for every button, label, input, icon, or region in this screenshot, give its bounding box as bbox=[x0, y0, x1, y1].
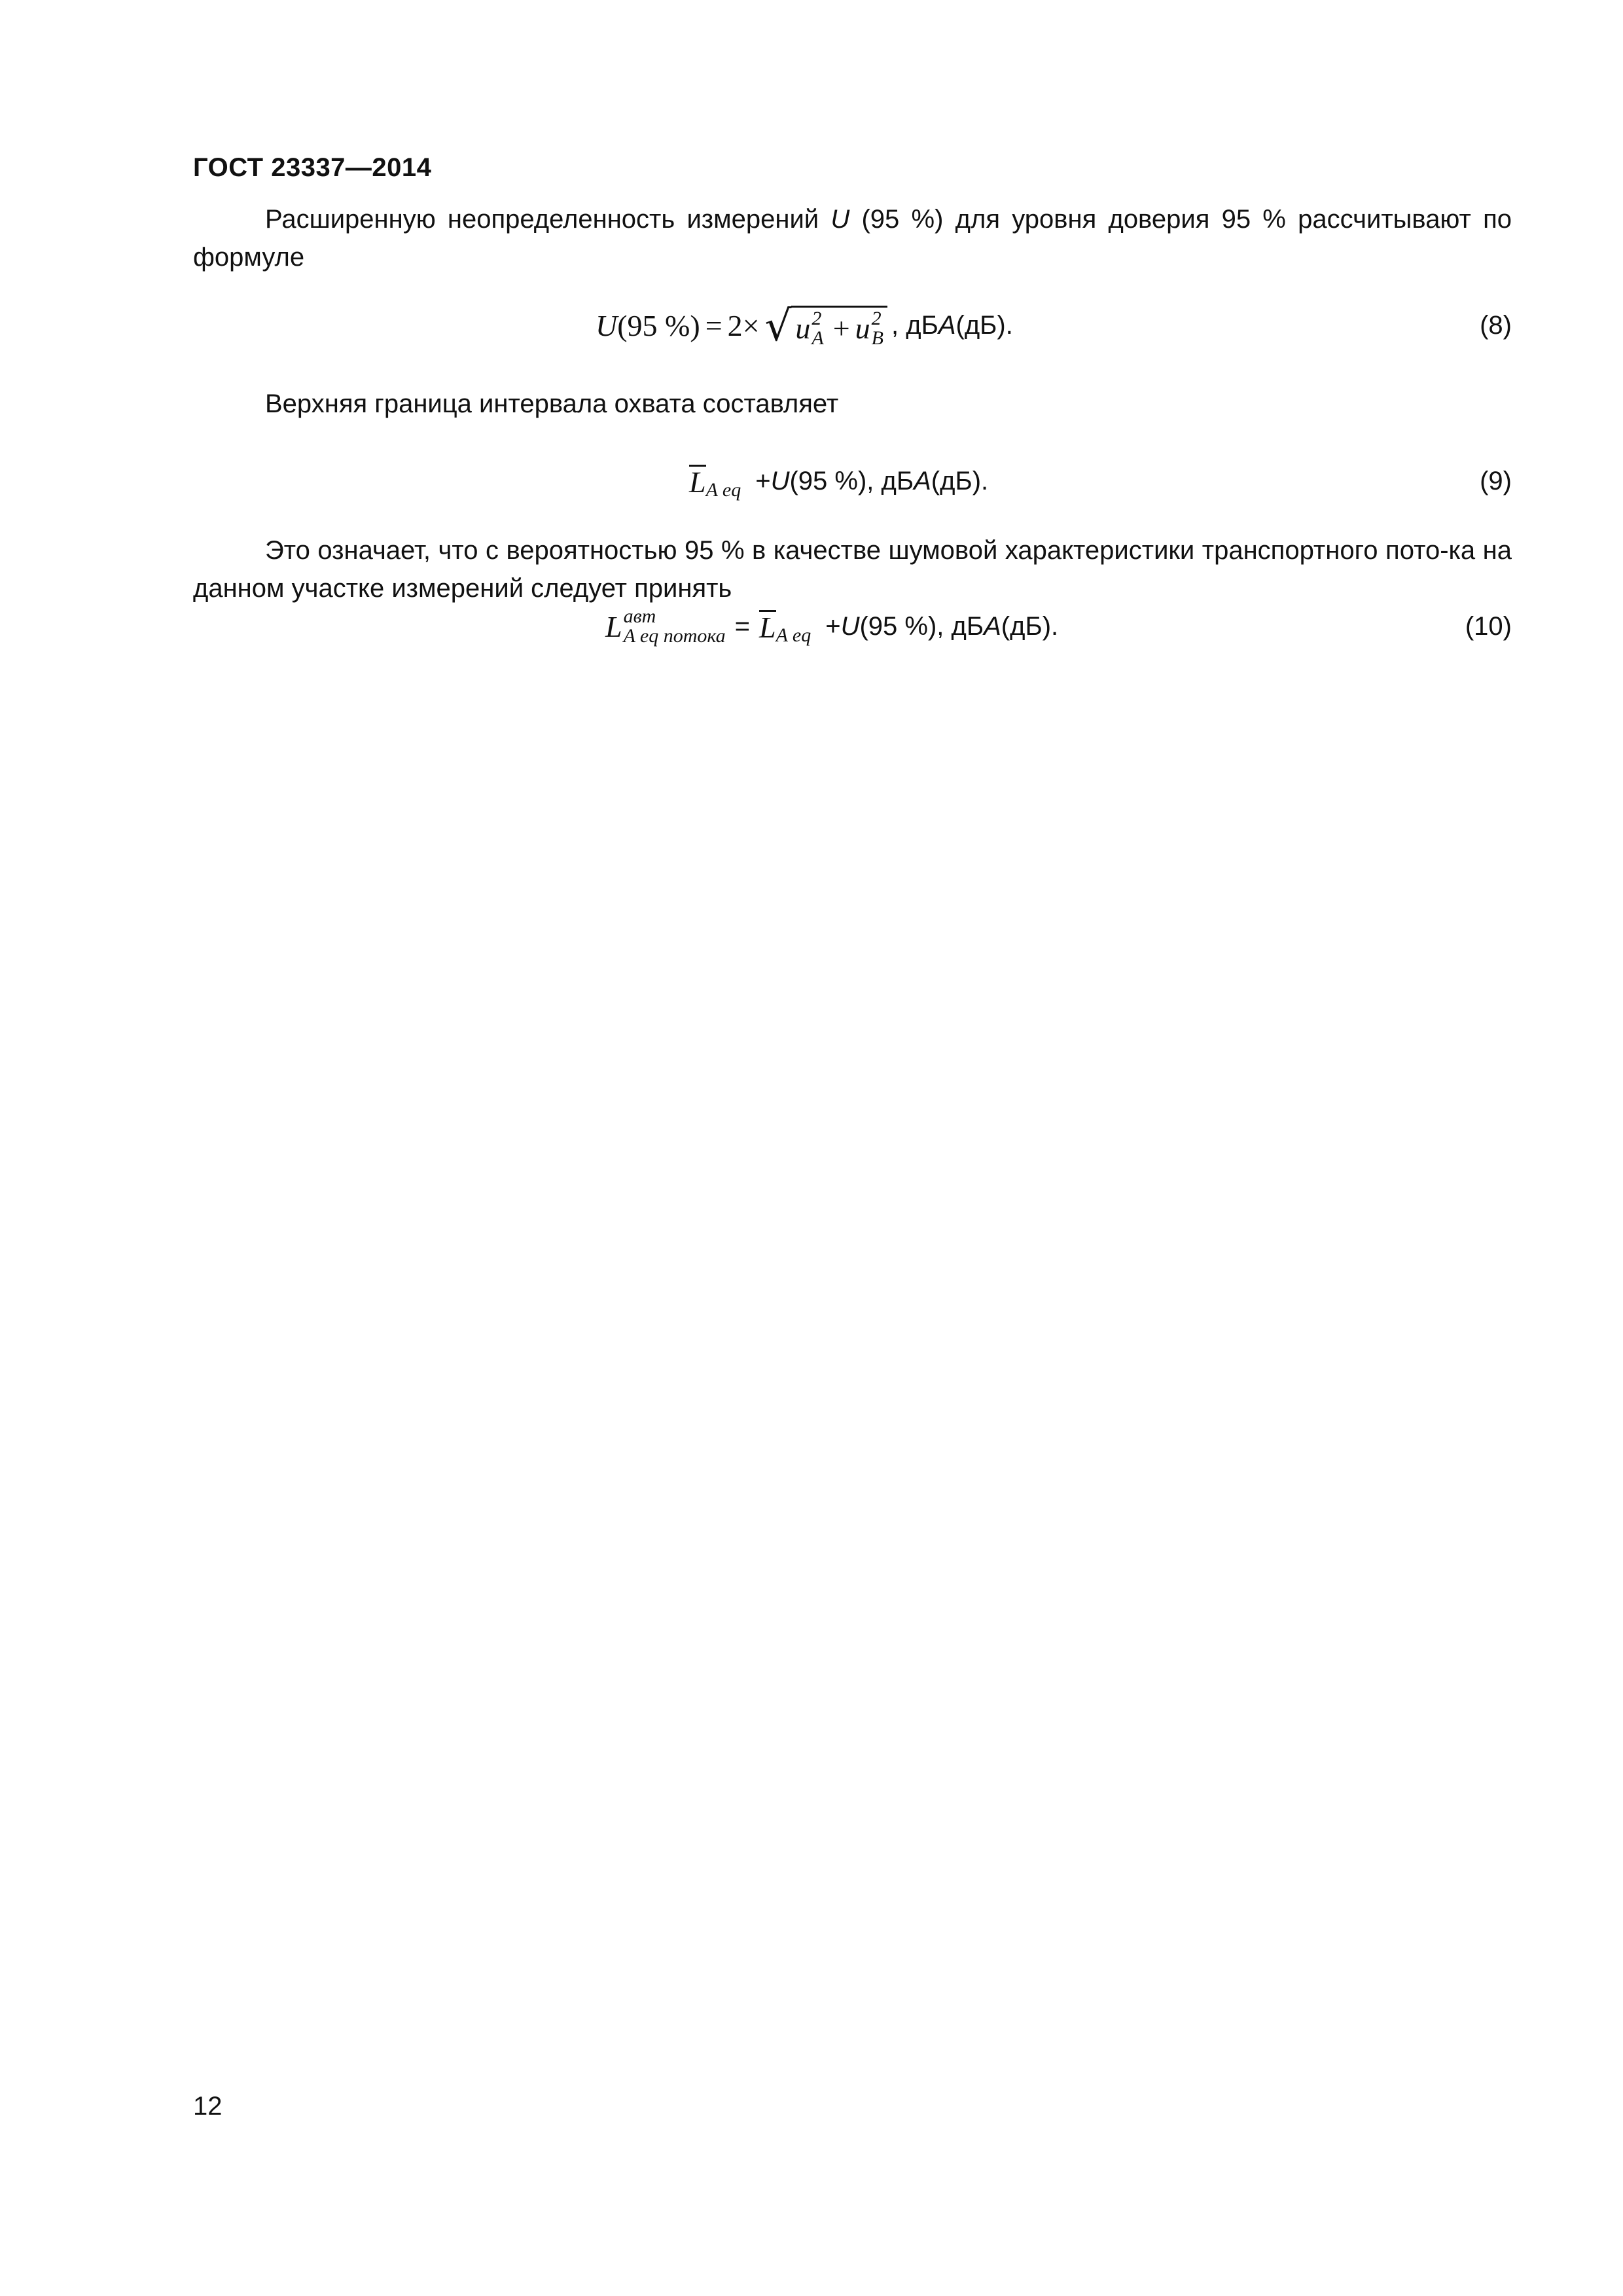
formula-10-l-mean: L bbox=[759, 611, 776, 644]
equation-number-10: (10) bbox=[1465, 611, 1512, 641]
formula-10-equals: = bbox=[734, 611, 751, 641]
formula-10-plus: + bbox=[825, 611, 841, 641]
formula-8-lhs-var: U bbox=[596, 308, 618, 342]
formula-10 bbox=[193, 597, 1512, 656]
formula-8-unit-var: А bbox=[938, 310, 956, 340]
formula-8-coefficient: 2 bbox=[727, 308, 743, 342]
formula-10-rest: (95 %), дБ bbox=[859, 611, 984, 641]
formula-9-body bbox=[689, 452, 988, 511]
formula-10-lhs-var: L bbox=[605, 609, 622, 643]
formula-8-u-a-indices bbox=[812, 309, 823, 348]
paragraph-upper-bound: Верхняя граница интервала охвата составляет bbox=[265, 389, 839, 418]
formula-8-u-b-indices bbox=[872, 309, 883, 348]
formula-8-times: × bbox=[742, 308, 760, 342]
equation-number-9: (9) bbox=[1480, 466, 1512, 495]
formula-8-u-a: u bbox=[795, 312, 811, 345]
formula-8-plus: + bbox=[832, 312, 850, 345]
formula-8-sup-a: 2 bbox=[812, 307, 822, 329]
formula-8-sub-b: B bbox=[871, 327, 883, 349]
paragraph-conclusion: Это означает, что с вероятностью 95 % в качестве шумовой характеристики транспортного пото-ка на данном участке измерений следует принять bbox=[193, 536, 1512, 603]
formula-9-unit-suffix: (дБ). bbox=[931, 466, 989, 495]
formula-10-lhs-indices bbox=[624, 607, 726, 646]
formula-9-plus: + bbox=[755, 466, 771, 495]
formula-8-radicand bbox=[791, 306, 887, 348]
formula-8 bbox=[193, 296, 1512, 355]
formula-10-lhs-sup: авт bbox=[623, 605, 656, 627]
formula-9-u-var: U bbox=[770, 466, 790, 495]
formula-8-sub-a: A bbox=[812, 327, 824, 349]
formula-8-unit-suffix: (дБ). bbox=[955, 310, 1013, 340]
equation-number-8: (8) bbox=[1480, 310, 1512, 340]
paragraph-text: (95 %) для уровня доверия 95 % рассчитывают по формуле bbox=[193, 205, 1512, 272]
formula-10-u-var: U bbox=[840, 611, 860, 641]
formula-10-body bbox=[605, 597, 1058, 656]
formula-8-u-b: u bbox=[855, 312, 870, 345]
page-number: 12 bbox=[193, 2092, 223, 2121]
formula-8-lhs-paren: (95 %) bbox=[617, 308, 700, 342]
formula-9-l-mean: L bbox=[689, 465, 706, 499]
formula-8-unit-prefix: , дБ bbox=[891, 310, 938, 340]
formula-9 bbox=[193, 452, 1512, 511]
formula-8-equals: = bbox=[705, 308, 722, 342]
formula-9-sub: A eq bbox=[705, 479, 741, 501]
paragraph-expanded-uncertainty bbox=[193, 200, 1512, 276]
formula-10-unit-suffix: (дБ). bbox=[1001, 611, 1059, 641]
formula-8-body bbox=[596, 296, 1013, 355]
variable-u: U bbox=[830, 205, 850, 234]
square-root-sign: √ bbox=[764, 302, 792, 351]
formula-10-lhs-sub: A eq потока bbox=[623, 625, 726, 647]
paragraph-text: Расширенную неопределенность измерений bbox=[265, 205, 831, 234]
formula-9-rest: (95 %), дБ bbox=[789, 466, 914, 495]
document-code-header: ГОСТ 23337—2014 bbox=[193, 153, 432, 182]
formula-10-sub: A eq bbox=[776, 624, 812, 646]
formula-10-unit-var: А bbox=[984, 611, 1001, 641]
formula-9-unit-var: А bbox=[914, 466, 931, 495]
formula-8-sup-b: 2 bbox=[871, 307, 882, 329]
